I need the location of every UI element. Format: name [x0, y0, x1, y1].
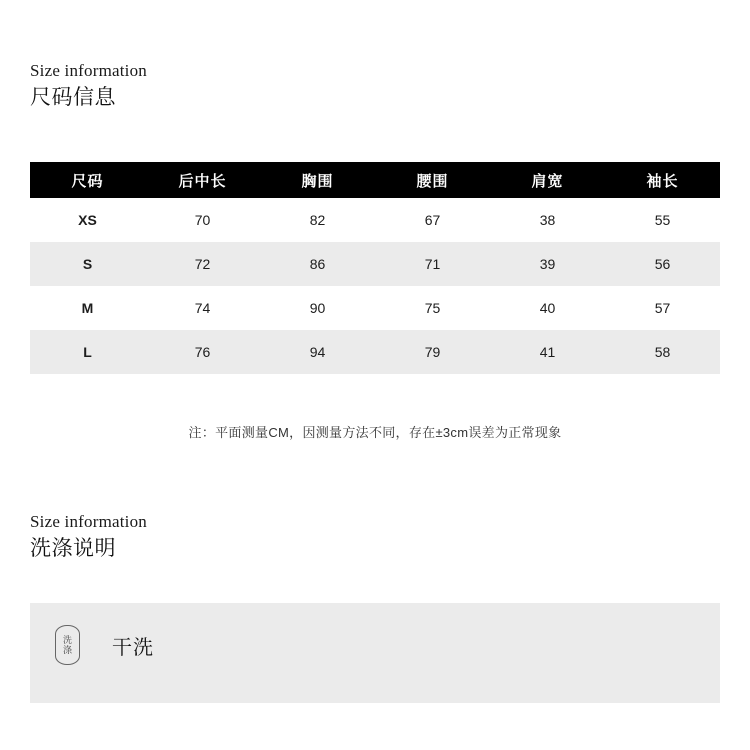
cell-size: XS: [30, 198, 145, 242]
cell-bust: 94: [260, 330, 375, 374]
cell-bust: 90: [260, 286, 375, 330]
cell-shoulder: 41: [490, 330, 605, 374]
cell-center-back-length: 76: [145, 330, 260, 374]
cell-shoulder: 39: [490, 242, 605, 286]
wash-section-heading: [30, 511, 147, 562]
cell-waist: 75: [375, 286, 490, 330]
cell-size: S: [30, 242, 145, 286]
cell-waist: 71: [375, 242, 490, 286]
table-row: [30, 286, 720, 330]
wash-icon-text-top: 洗: [62, 635, 72, 645]
cell-waist: 79: [375, 330, 490, 374]
cell-size: L: [30, 330, 145, 374]
cell-sleeve-length: 58: [605, 330, 720, 374]
column-header-center-back-length: 后中长: [145, 162, 260, 198]
cell-bust: 82: [260, 198, 375, 242]
cell-center-back-length: 70: [145, 198, 260, 242]
column-header-size: 尺码: [30, 162, 145, 198]
measurement-note: 注：平面测量CM，因测量方法不同，存在±3cm误差为正常现象: [188, 425, 562, 440]
size-heading-chinese: 尺码信息: [30, 85, 116, 109]
table-row: [30, 330, 720, 374]
cell-center-back-length: 74: [145, 286, 260, 330]
size-section-heading: [30, 60, 147, 111]
column-header-bust: 胸围: [260, 162, 375, 198]
wash-tub-icon: [55, 625, 80, 665]
cell-sleeve-length: 56: [605, 242, 720, 286]
wash-heading-chinese: 洗涤说明: [30, 536, 116, 560]
cell-center-back-length: 72: [145, 242, 260, 286]
column-header-waist: 腰围: [375, 162, 490, 198]
cell-size: M: [30, 286, 145, 330]
table-header-row: [30, 162, 720, 198]
wash-care-panel: [30, 603, 720, 703]
cell-waist: 67: [375, 198, 490, 242]
wash-icon-text-bottom: 涤: [62, 645, 72, 655]
cell-sleeve-length: 55: [605, 198, 720, 242]
column-header-shoulder: 肩宽: [490, 162, 605, 198]
wash-care-label: 干洗: [112, 636, 154, 659]
table-row: [30, 198, 720, 242]
table-row: [30, 242, 720, 286]
cell-bust: 86: [260, 242, 375, 286]
size-table: [30, 162, 720, 374]
cell-shoulder: 40: [490, 286, 605, 330]
cell-sleeve-length: 57: [605, 286, 720, 330]
cell-shoulder: 38: [490, 198, 605, 242]
wash-heading-english: Size information: [30, 512, 147, 531]
wash-care-item: [55, 625, 154, 665]
column-header-sleeve-length: 袖长: [605, 162, 720, 198]
size-heading-english: Size information: [30, 61, 147, 80]
